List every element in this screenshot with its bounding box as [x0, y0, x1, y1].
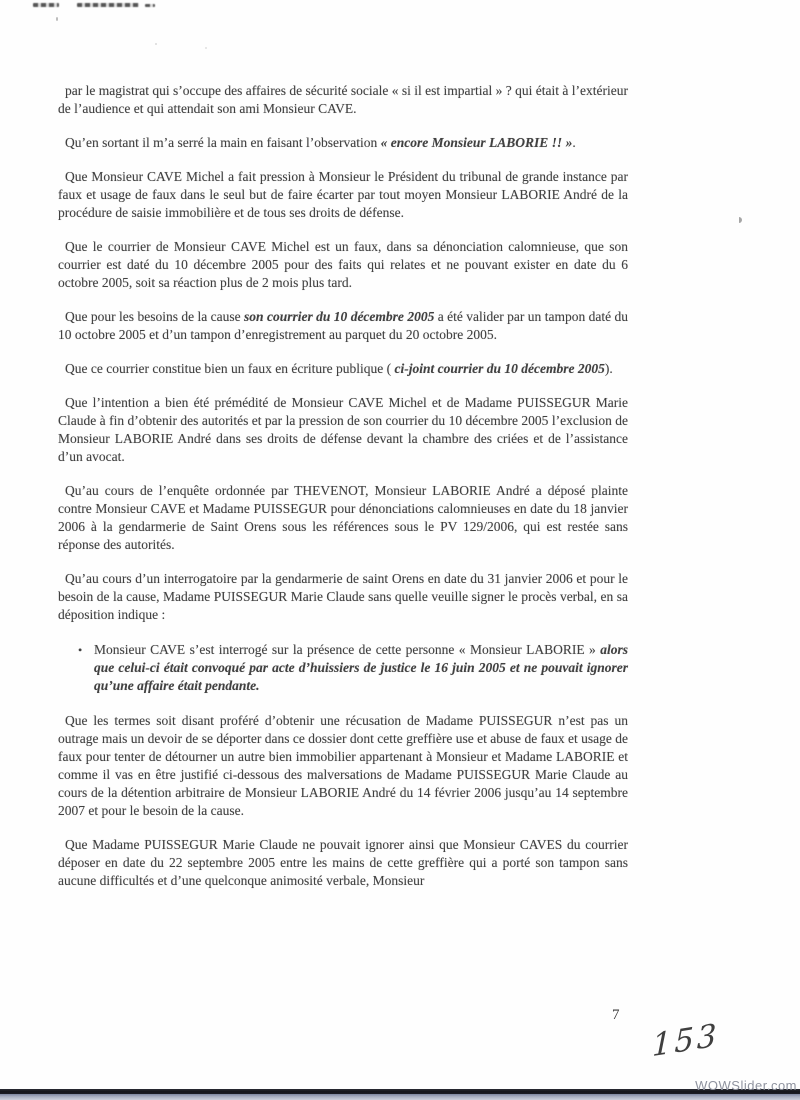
smudge-mark — [33, 3, 59, 7]
paragraph: Que le courrier de Monsieur CAVE Michel est un faux, dans sa dénonciation calomnieuse, que son courrier est daté du 10 décembre 2005 pour des faits qui relates et ne pouvant exister en date du 6 octobre 2005, soit sa réaction plus de 2 mois plus tard. — [58, 239, 628, 290]
scan-smudge-artifact — [33, 2, 163, 11]
scan-speck — [56, 17, 58, 21]
document-body — [58, 82, 628, 906]
paragraph: Que Monsieur CAVE Michel a fait pression à Monsieur le Président du tribunal de grande instance par faux et usage de faux dans le seul but de faire écarter par tout moyen Monsieur LABORIE André de la procédure de saisie immobilière et de tous ses droits de défense. — [58, 169, 628, 220]
scan-speck — [205, 47, 207, 49]
bullet-text: Monsieur CAVE s’est interrogé sur la présence de cette personne « Monsieur LABORIE » alors que celui-ci était convoqué par acte d’huissiers de justice le 16 juin 2005 et ne pouvait ignorer qu’une affaire était pendante. — [94, 642, 628, 693]
bullet-item — [78, 641, 628, 695]
smudge-mark — [77, 3, 139, 7]
paragraph: Que Madame PUISSEGUR Marie Claude ne pouvait ignorer ainsi que Monsieur CAVES du courrier déposer en date du 22 septembre 2005 entre les mains de cette greffière qui a porté son tampon sans aucune difficultés et d’une quelconque animosité verbale, Monsieur — [58, 837, 628, 888]
scan-speck — [155, 43, 157, 45]
paragraph: Qu’au cours de l’enquête ordonnée par THEVENOT, Monsieur LABORIE André a déposé plainte contre Monsieur CAVE et Madame PUISSEGUR pour dénonciations calomnieuses en date du 18 janvier 2006 à la gendarmerie de Saint Orens sous les références sous le PV 129/2006, qui est restée sans réponse des autorités. — [58, 483, 628, 552]
paragraph: Que pour les besoins de la cause son courrier du 10 décembre 2005 a été valider par un tampon daté du 10 octobre 2005 et d’un tampon d’enregistrement au parquet du 20 octobre 2005. — [58, 309, 628, 342]
bottom-bar-light-strip — [0, 1094, 800, 1100]
paragraph: Que les termes soit disant proféré d’obtenir une récusation de Madame PUISSEGUR n’est pas un outrage mais un devoir de se déporter dans ce dossier dont cette greffière use et abuse de faux et usage de faux pour tenter de détourner un autre bien immobilier appartenant à Monsieur et Madame LABORIE et comme il vas en être justifié ci-dessous des malversations de Madame PUISSEGUR Marie Claude au cours de la détention arbitraire de Monsieur LABORIE André du 14 février 2006 jusqu’au 14 septembre 2007 et pour le besoin de la cause. — [58, 713, 628, 818]
page-number: 7 — [612, 1007, 620, 1023]
slider-bottom-bar — [0, 1088, 800, 1100]
paragraph: Que ce courrier constitue bien un faux en écriture publique ( ci-joint courrier du 10 décembre 2005). — [65, 361, 613, 376]
paragraph: Qu’au cours d’un interrogatoire par la gendarmerie de saint Orens en date du 31 janvier 2006 et pour le besoin de la cause, Madame PUISSEGUR Marie Claude sans quelle veuille signer le procès verbal, en sa déposition indique : — [58, 571, 628, 622]
smudge-mark — [145, 4, 155, 7]
paragraph: par le magistrat qui s’occupe des affaires de sécurité sociale « si il est impartial » ? qui était à l’extérieur de l’audience et qui attendait son ami Monsieur CAVE. — [58, 83, 628, 116]
handwritten-page-number: 153 — [651, 1017, 720, 1065]
bullet-icon: • — [78, 643, 83, 657]
scan-speck — [739, 217, 742, 223]
paragraph: Que l’intention a bien été prémédité de Monsieur CAVE Michel et de Madame PUISSEGUR Marie Claude à fin d’obtenir des autorités et par la pression de son courrier du 10 décembre 2005 l’exclusion de Monsieur LABORIE André dans ses droits de défense devant la chambre des criées et de l’assistance d’un avocat. — [58, 395, 628, 464]
paragraph: Qu’en sortant il m’a serré la main en faisant l’observation « encore Monsieur LABORIE !! ». — [65, 135, 576, 150]
watermark-link[interactable]: WOWSlider.com — [695, 1078, 797, 1093]
